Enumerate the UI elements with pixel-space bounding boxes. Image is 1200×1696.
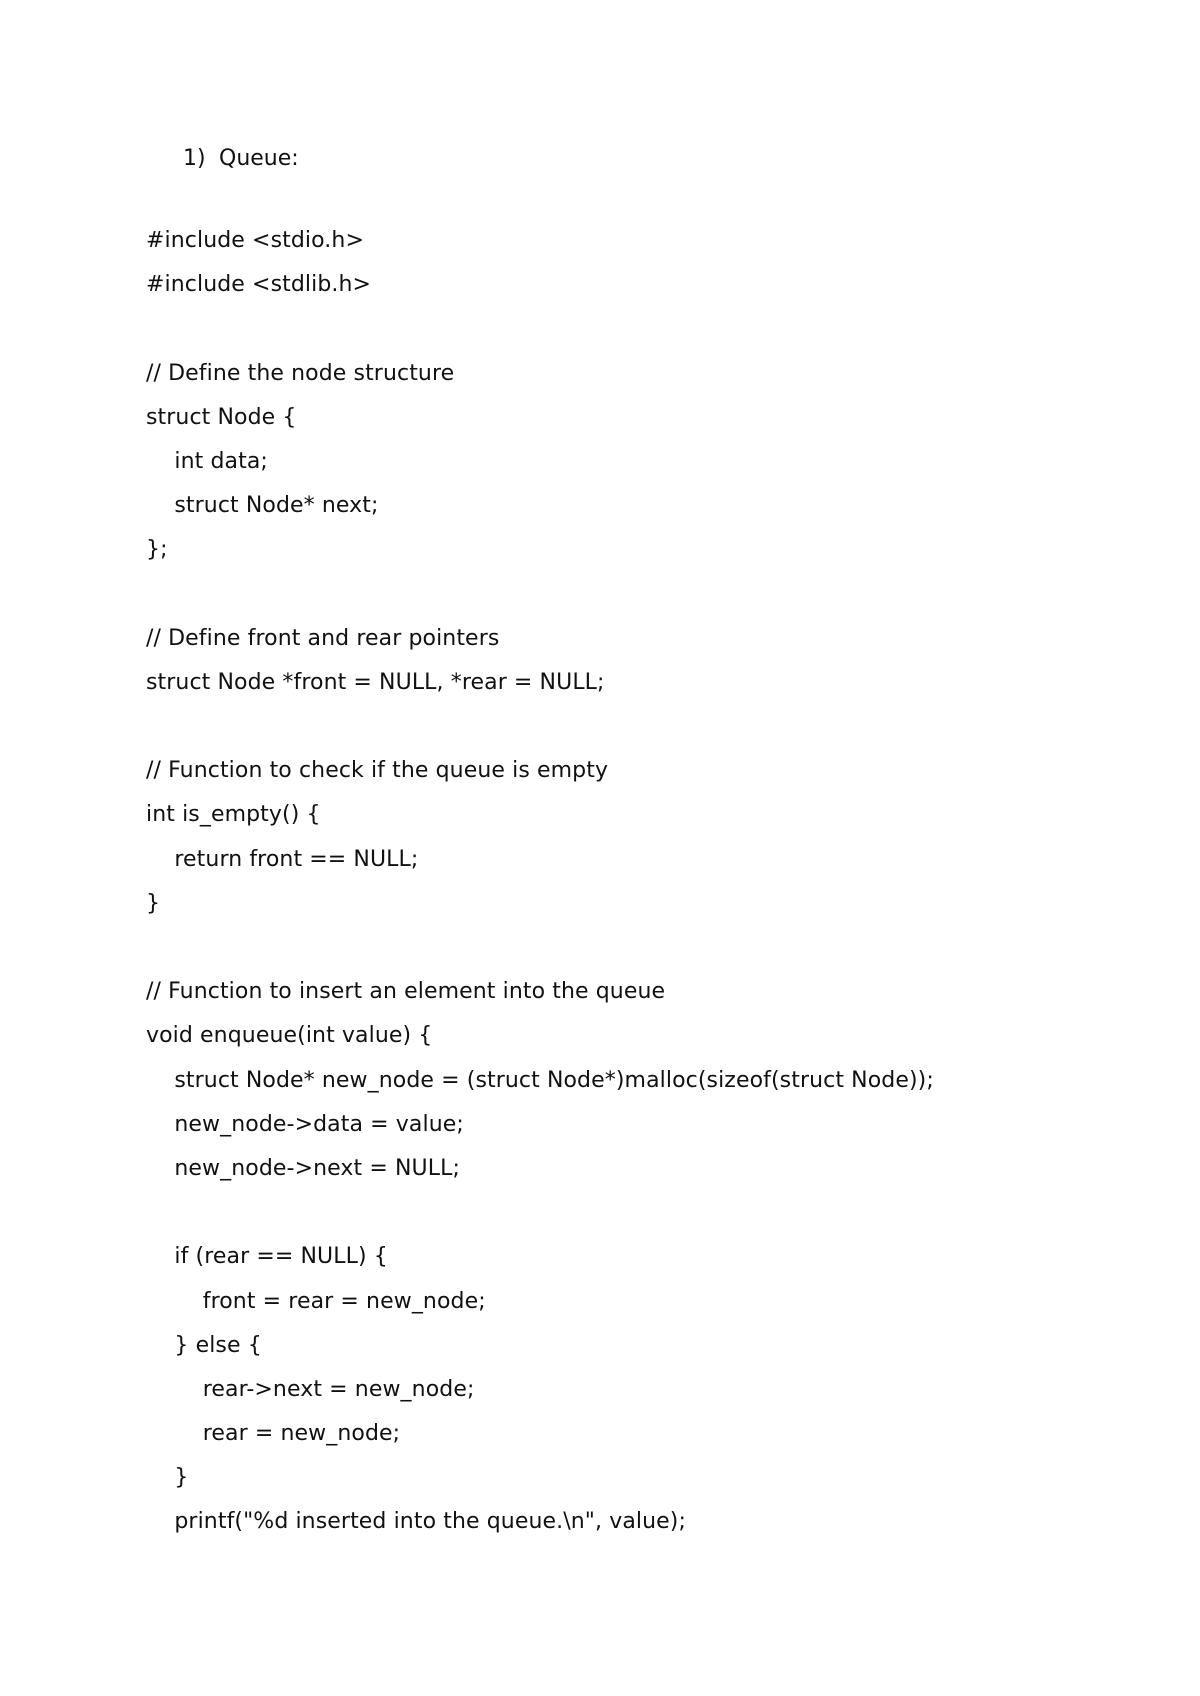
section-heading [183,144,299,174]
code-line [146,580,1146,624]
code-line: struct Node { [146,404,297,430]
code-line: front = rear = new_node; [146,1288,486,1314]
code-line: // Function to check if the queue is empty [146,758,609,784]
code-line: printf("%d inserted into the queue.\n", value); [146,1509,686,1535]
code-line: struct Node* next; [146,493,379,519]
code-line: void enqueue(int value) { [146,1023,433,1049]
code-line: struct Node *front = NULL, *rear = NULL; [146,669,605,695]
code-line: int is_empty() { [146,802,321,828]
section-number: 1) [183,146,206,171]
code-block [146,226,1146,1552]
code-line: return front == NULL; [146,846,419,872]
code-line: // Define front and rear pointers [146,625,500,651]
code-line: } [146,890,161,916]
code-line: }; [146,537,168,563]
code-line: #include <stdlib.h> [146,272,372,298]
code-line: } else { [146,1332,262,1358]
code-line [146,314,1146,358]
code-line: int data; [146,448,268,474]
code-line: // Function to insert an element into the queue [146,979,666,1005]
code-line: new_node->next = NULL; [146,1155,460,1181]
code-line [146,1198,1146,1242]
section-title: Queue: [219,146,299,171]
code-line: rear->next = new_node; [146,1376,475,1402]
code-line: struct Node* new_node = (struct Node*)malloc(sizeof(struct Node)); [146,1067,934,1093]
code-line [146,712,1146,756]
code-line: #include <stdio.h> [146,228,364,253]
code-line: if (rear == NULL) { [146,1244,388,1270]
code-line [146,933,1146,977]
code-line: // Define the node structure [146,360,455,386]
code-line: rear = new_node; [146,1421,401,1447]
code-line: new_node->data = value; [146,1111,464,1137]
code-line: } [146,1465,189,1491]
